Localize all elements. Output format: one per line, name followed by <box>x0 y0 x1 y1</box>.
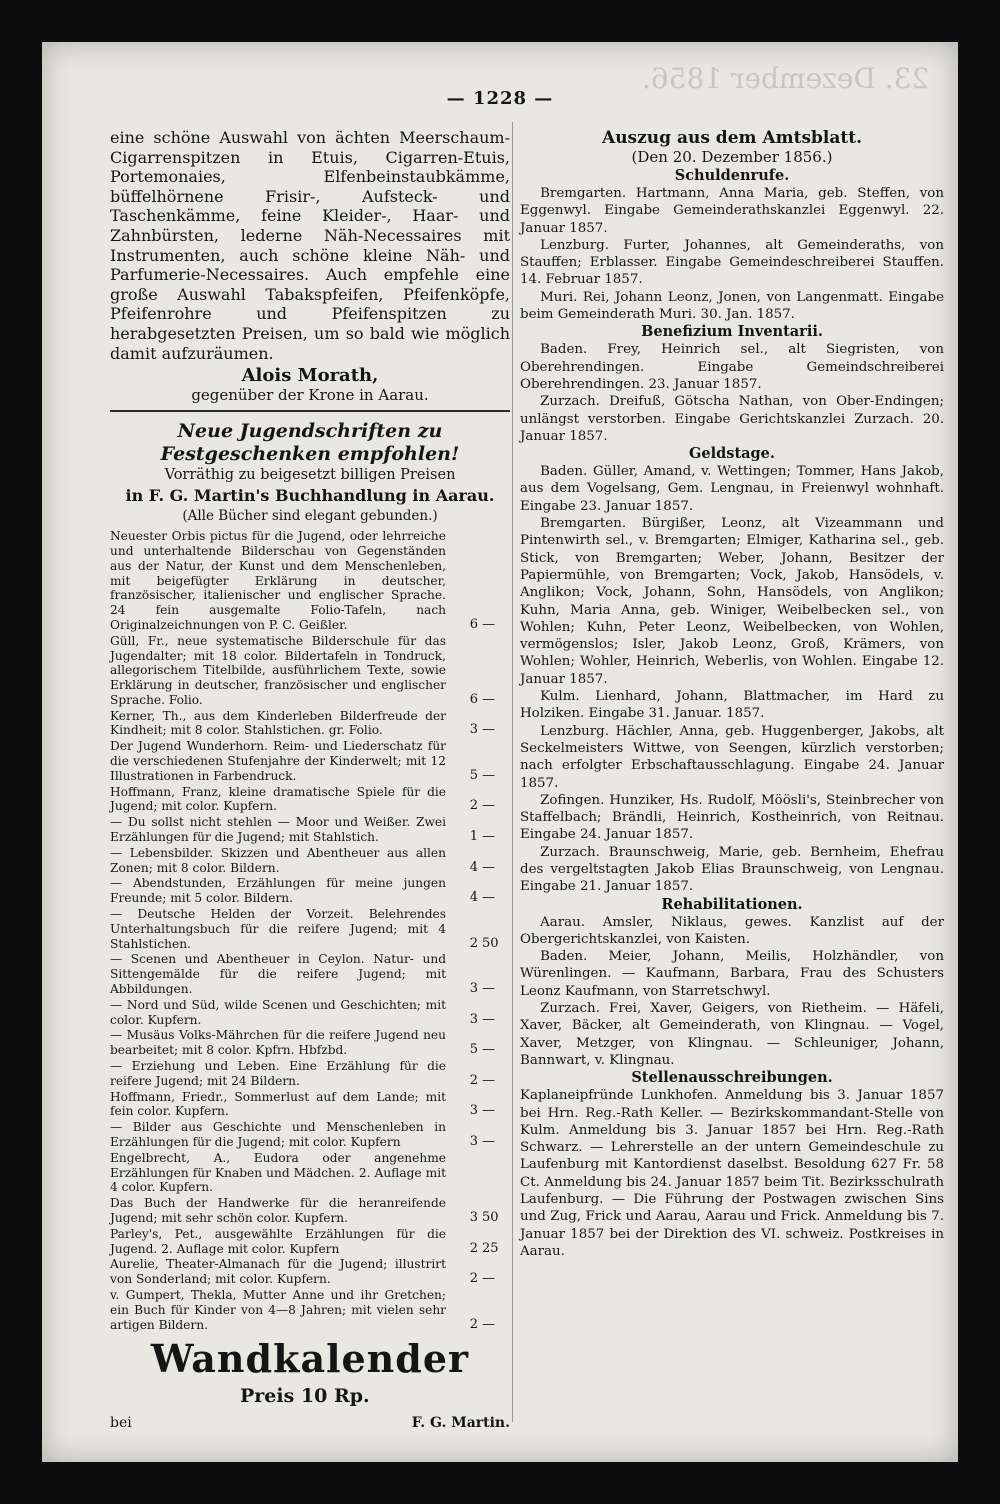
price-francs: 2 <box>469 1072 478 1088</box>
book-description: Aurelie, Theater-Almanach für die Jugend; illustrirt von Sonderland; mit color. Kupfern. <box>110 1257 446 1287</box>
ghost-header: 23. Dezember 1856. <box>642 62 930 95</box>
price-francs: 2 <box>469 1240 478 1256</box>
notice-entry: Bremgarten. Bürgißer, Leonz, alt Vizeammann und Pintenwirth sel., v. Bremgarten; Elmiger, Katharina sel., geb. Stick, von Bremgarten; Weber, Johann, Besitzer der Papiermühle, von Bremgarten; Vock, Jakob, Hansödels, v. Anglikon; Vock, Johann, Sohn, Hansödels, von Anglikon; Kuhn, Maria Anna, geb. Winiger, Weibelbecken sel., von Wohlen; Kuhn, Peter Leonz, Weibelbecken, von Wohlen, vermögenslos; Isler, Jakob Leonz, Groß, Krämers, von Wohlen; Wohler, Heinrich, Weberlis, von Wohlen. Eingabe 12. Januar 1857. <box>520 516 944 687</box>
notice-entry: Zofingen. Hunziker, Hs. Rudolf, Möösli's, Steinbrecher von Staffelbach; Brändli, Heinrich, Kostheinrich, von Reitnau. Eingabe 24. Januar 1857. <box>520 792 944 843</box>
ad-wandkalender-price: Preis 10 Rp. <box>240 1385 370 1408</box>
price-francs: 2 <box>469 1316 478 1332</box>
book-description: Hoffmann, Friedr., Sommerlust auf dem Lande; mit fein color. Kupfern. <box>110 1089 446 1119</box>
book-price <box>456 709 510 740</box>
book-description: — Lebensbilder. Skizzen und Abentheuer aus allen Zonen; mit 8 color. Bildern. <box>110 845 446 875</box>
book-row <box>110 952 510 997</box>
ad-books-title: Neue Jugendschriften zu Festgeschenken empfohlen! <box>160 420 460 466</box>
book-description: — Musäus Volks-Mährchen für die reifere Jugend neu bearbeitet; mit 8 color. Kpfrn. Hbfzbd. <box>110 1028 446 1058</box>
price-cents: — <box>482 722 495 738</box>
book-row <box>110 1090 510 1121</box>
book-description: Engelbrecht, A., Eudora oder angenehme Erzählungen für Knaben und Mädchen. 2. Auflage mit 4 color. Kupfern. <box>110 1150 446 1195</box>
book-description: Kerner, Th., aus dem Kinderleben Bilderfreude der Kindheit; mit 8 color. Stahlstichen. gr. Folio. <box>110 708 446 738</box>
book-price <box>456 1028 510 1059</box>
amtsblatt-title: Auszug aus dem Amtsblatt. <box>602 128 862 148</box>
right-column <box>520 128 944 1260</box>
notice-entry: Kulm. Lienhard, Johann, Blattmacher, im Hard zu Holziken. Eingabe 31. Januar. 1857. <box>520 689 944 722</box>
book-price <box>456 634 510 709</box>
book-price <box>456 1151 510 1196</box>
ad-wandkalender-footer <box>110 1415 510 1431</box>
book-row <box>110 529 510 634</box>
price-cents: — <box>482 616 495 632</box>
price-cents: — <box>482 829 495 845</box>
schuldenruf-entries <box>520 185 944 323</box>
price-francs: 3 <box>469 1134 478 1149</box>
book-row <box>110 998 510 1029</box>
book-description: — Du sollst nicht stehlen — Moor und Weißer. Zwei Erzählungen für die Jugend; mit Stahlstich. <box>110 815 446 845</box>
notice-entry: Lenzburg. Furter, Johannes, alt Gemeinderaths, von Stauffen; Erblasser. Eingabe Gemeindeschreiberei Stauffen. 14. Februar 1857. <box>520 237 944 288</box>
price-cents: — <box>482 1134 495 1149</box>
price-cents: 50 <box>482 1209 499 1225</box>
notice-entry: Zurzach. Dreifuß, Götscha Nathan, von Ober-Endingen; unlängst verstorben. Eingabe Gerichtskanzlei Zurzach. 20. Januar 1857. <box>520 394 944 444</box>
ad-books-line1: Vorräthig zu beigesetzt billigen Preisen <box>164 467 456 484</box>
book-description: — Bilder aus Geschichte und Menschenleben in Erzählungen für die Jugend; mit color. Kupfern <box>110 1120 446 1149</box>
price-francs: 3 <box>469 1209 478 1225</box>
ad-books-line2: in F. G. Martin's Buchhandlung in Aarau. <box>125 486 495 506</box>
book-row <box>110 1028 510 1059</box>
notice-entry: Zurzach. Braunschweig, Marie, geb. Bernheim, Ehefrau des vergeltstagten Jakob Elias Braunschweig, von Lengnau. Eingabe 21. Januar 1857. <box>520 844 944 895</box>
price-francs: 4 <box>469 890 478 906</box>
book-description: — Erziehung und Leben. Eine Erzählung für die reifere Jugend; mit 24 Bildern. <box>110 1059 446 1088</box>
book-row <box>110 846 510 877</box>
price-cents: — <box>482 1271 495 1287</box>
book-row <box>110 1227 510 1258</box>
price-cents: — <box>482 859 495 875</box>
footer-bei: bei <box>110 1415 132 1432</box>
price-francs: 1 <box>469 829 478 845</box>
price-francs: 4 <box>469 859 478 875</box>
book-price <box>456 739 510 784</box>
book-price <box>456 876 510 907</box>
left-column <box>110 128 510 1431</box>
notice-entry: Muri. Rei, Johann Leonz, Jonen, von Langenmatt. Eingabe beim Gemeinderath Muri. 30. Jan. 1857. <box>520 289 944 323</box>
book-row <box>110 1151 510 1196</box>
book-row <box>110 1196 510 1227</box>
ad-morath-text: eine schöne Auswahl von ächten Meerschaum-Cigarrenspitzen in Etuis, Cigarren-Etuis, Portemonaies, Elfenbeinstaubkämme, büffelhörnene Frisir-, Aufsteck- und Taschenkämme, feine Kleider-, Haar- und Zahnbürsten, lederne Näh-Necessaires mit Instrumenten, auch schöne kleine Näh- und Parfumerie-Necessaires. Auch empfehle eine große Auswahl Tabakspfeifen, Pfeifenköpfe, Pfeifenrohre und Pfeifenspitzen zu herabgesetzten Preisen, um so bald wie möglich damit aufzuräumen. <box>110 128 510 363</box>
notice-entry: Aarau. Amsler, Niklaus, gewes. Kanzlist auf der Obergerichtskanzlei, von Kaisten. <box>520 914 944 947</box>
book-description: Das Buch der Handwerke für die heranreifende Jugend; mit sehr schön color. Kupfern. <box>110 1196 446 1225</box>
price-francs: 3 <box>469 722 478 738</box>
book-price <box>456 1059 510 1090</box>
newspaper-page <box>42 42 958 1462</box>
geldstage-entries <box>520 463 944 895</box>
price-francs: 5 <box>469 767 478 783</box>
price-cents: — <box>482 1011 495 1027</box>
book-price <box>456 998 510 1029</box>
notice-entry: Zurzach. Frei, Xaver, Geigers, von Rietheim. — Häfeli, Xaver, Bäcker, alt Gemeinderath, von Klingnau. — Vogel, Xaver, Metzger, von Klingnau. — Schleuniger, Johann, Bannwart, v. Klingnau. <box>520 1001 944 1068</box>
price-francs: 6 <box>469 691 478 707</box>
column-divider <box>512 122 513 1422</box>
price-cents: — <box>482 1042 495 1058</box>
price-cents: — <box>482 1316 495 1332</box>
book-description: Der Jugend Wunderhorn. Reim- und Liederschatz für die verschiedenen Stufenjahre der Kinderwelt; mit 12 Illustrationen in Farbendruck. <box>110 739 446 783</box>
section-rehabilitationen: Rehabilitationen. <box>661 895 803 913</box>
price-cents: — <box>482 1103 495 1119</box>
book-price <box>456 907 510 952</box>
book-price <box>456 1257 510 1288</box>
price-cents: 50 <box>482 935 499 951</box>
book-price <box>456 815 510 846</box>
book-description: Parley's, Pet., ausgewählte Erzählungen für die Jugend. 2. Auflage mit color. Kupfern <box>110 1226 446 1256</box>
price-francs: 6 <box>469 616 478 632</box>
price-francs: 2 <box>469 798 478 814</box>
page-number: — 1228 — <box>446 88 554 109</box>
price-cents: — <box>482 981 495 997</box>
book-row <box>110 815 510 846</box>
book-description: — Scenen und Abentheuer in Ceylon. Natur- und Sittengemälde für die reifere Jugend; mit Abbildungen. <box>110 952 446 997</box>
book-price <box>456 1227 510 1258</box>
book-description: Hoffmann, Franz, kleine dramatische Spiele für die Jugend; mit color. Kupfern. <box>110 784 446 814</box>
amtsblatt-date: (Den 20. Dezember 1856.) <box>631 148 833 166</box>
price-cents: — <box>482 767 495 783</box>
price-cents: 25 <box>482 1240 499 1256</box>
price-francs: 2 <box>469 935 478 951</box>
book-price <box>456 952 510 997</box>
notice-entry: Lenzburg. Hächler, Anna, geb. Huggenberger, Jakobs, alt Seckelmeisters Wittwe, von Seengen, kürzlich verstorben; nach erfolgter Erbschaftausschlagung. Eingabe 24. Januar 1857. <box>520 723 944 791</box>
price-cents: — <box>482 691 495 707</box>
price-cents: — <box>482 798 495 814</box>
notice-entry: Baden. Frey, Heinrich sel., alt Siegristen, von Oberehrendingen. Eingabe Gemeindschreiberei Oberehrendingen. 23. Januar 1857. <box>520 342 944 392</box>
book-row <box>110 907 510 952</box>
book-row <box>110 1120 510 1151</box>
price-cents: — <box>482 1072 495 1088</box>
book-row <box>110 1288 510 1333</box>
price-francs: 3 <box>469 1011 478 1027</box>
book-description: — Nord und Süd, wilde Scenen und Geschichten; mit color. Kupfern. <box>110 997 446 1027</box>
price-francs: 3 <box>469 1103 478 1119</box>
footer-martin: F. G. Martin. <box>411 1415 510 1432</box>
book-description: v. Gumpert, Thekla, Mutter Anne und ihr Gretchen; ein Buch für Kinder von 4—8 Jahren; mit vielen sehr artigen Bildern. <box>110 1287 446 1332</box>
rehabilitationen-entries <box>520 914 944 1070</box>
book-row <box>110 785 510 816</box>
section-stellen: Stellenausschreibungen. <box>631 1069 833 1087</box>
book-description: — Abendstunden, Erzählungen für meine jungen Freunde; mit 5 color. Bildern. <box>110 876 446 906</box>
price-francs: 3 <box>469 981 478 997</box>
book-list <box>110 529 510 1333</box>
book-description: — Deutsche Helden der Vorzeit. Belehrendes Unterhaltungsbuch für die reifere Jugend; mit 4 Stahlstichen. <box>110 907 446 951</box>
ad-wandkalender-title: Wandkalender <box>150 1336 470 1382</box>
notice-entry: Baden. Güller, Amand, v. Wettingen; Tommer, Hans Jakob, aus dem Vogelsang, Gem. Lengnau, in Freienwyl wohnhaft. Eingabe 23. Januar 1857. <box>520 464 944 514</box>
book-row <box>110 739 510 784</box>
book-row <box>110 1059 510 1090</box>
book-price <box>456 1196 510 1227</box>
book-description: Güll, Fr., neue systematische Bilderschule für das Jugendalter; mit 18 color. Bildertafeln in Tondruck, allegorischem Titelbilde, ausführlichem Texte, sowie Erklärung in deutscher, französischer und englischer Sprache. Folio. <box>110 633 446 707</box>
book-price <box>456 846 510 877</box>
benefizium-entries <box>520 341 944 445</box>
price-francs: 5 <box>469 1042 478 1058</box>
book-price <box>456 1288 510 1333</box>
book-row <box>110 1257 510 1288</box>
ad-books-line3: (Alle Bücher sind elegant gebunden.) <box>182 508 438 525</box>
section-schuldenruf: Schuldenrufe. <box>674 167 790 184</box>
book-price <box>456 1090 510 1121</box>
book-description: Neuester Orbis pictus für die Jugend, oder lehrreiche und unterhaltende Bilderschau von Gegenständen aus der Natur, der Kunst und dem Menschenleben, mit beigefügter Erklärung in deutscher, französischer, italienischer und englischer Sprache. 24 fein ausgemalte Folio-Tafeln, nach Originalzeichnungen von P. C. Geißler. <box>110 529 446 632</box>
divider <box>110 410 510 412</box>
section-geldstage: Geldstage. <box>689 445 775 463</box>
book-price <box>456 1120 510 1151</box>
ad-morath-signature: Alois Morath, <box>241 365 379 387</box>
section-benefizium: Benefizium Inventarii. <box>641 323 823 341</box>
notice-entry: Baden. Meier, Johann, Meilis, Holzhändler, von Würenlingen. — Kaufmann, Barbara, Frau des Schusters Leonz Kaufmann, von Starretschwyl. <box>520 949 944 999</box>
price-francs: 2 <box>469 1271 478 1287</box>
book-row <box>110 876 510 907</box>
notice-entry: Bremgarten. Hartmann, Anna Maria, geb. Steffen, von Eggenwyl. Eingabe Gemeinderathskanzlei Eggenwyl. 22. Januar 1857. <box>520 186 944 236</box>
ad-morath-address: gegenüber der Krone in Aarau. <box>191 386 429 405</box>
book-row <box>110 709 510 740</box>
book-price <box>456 529 510 634</box>
stellen-entry: Kaplaneipfründe Lunkhofen. Anmeldung bis 3. Januar 1857 bei Hrn. Reg.-Rath Keller. — Bezirkskommandant-Stelle von Kulm. Anmeldung bis 3. Januar 1857 bei Hrn. Reg.-Rath Schwarz. — Lehrerstelle an der untern Gemeindeschule zu Laufenburg mit Kantordienst daselbst. Besoldung 627 Fr. 58 Ct. Anmeldung bis 24. Januar 1857 beim Tit. Bezirksschulrath Laufenburg. — Die Führung der Postwagen zwischen Sins und Zug, Frick und Aarau, Aarau und Frick. Anmeldung bis 7. Januar 1857 bei der Direktion des VI. schweiz. Postkreises in Aarau. <box>520 1088 944 1259</box>
book-row <box>110 634 510 709</box>
price-cents: — <box>482 890 495 906</box>
book-price <box>456 785 510 816</box>
